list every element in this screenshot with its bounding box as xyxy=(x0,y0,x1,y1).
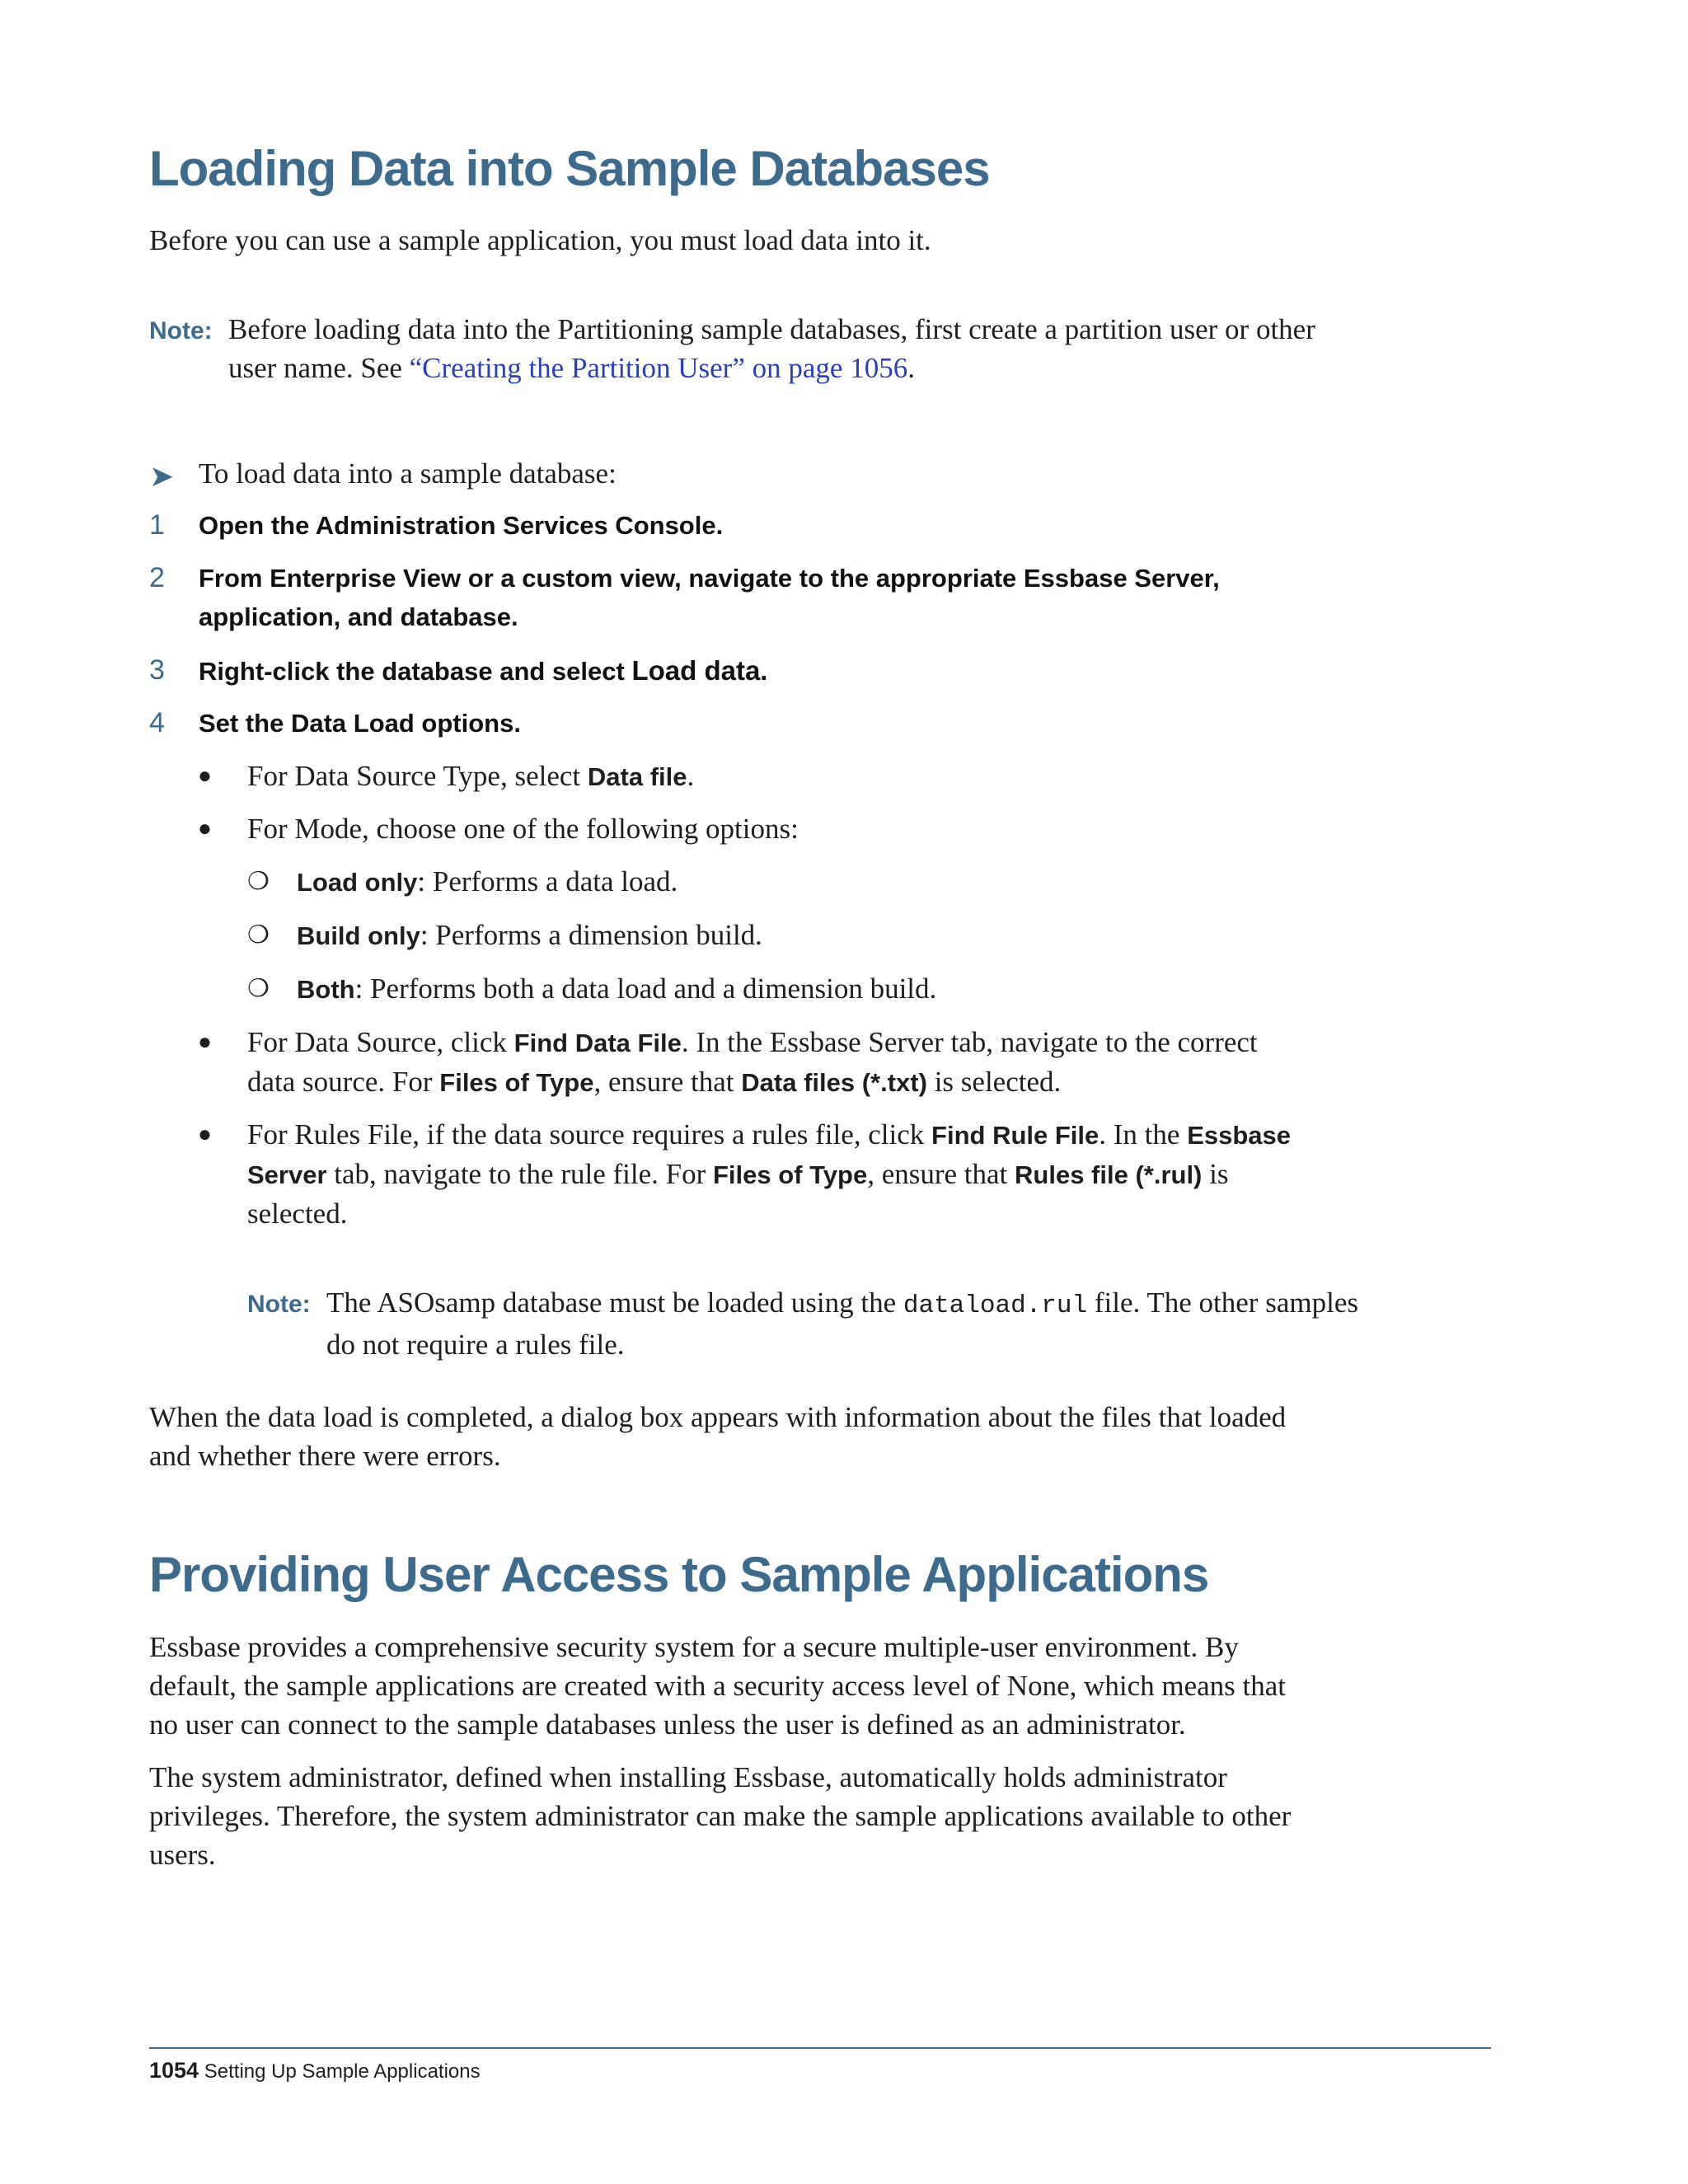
step-text-bold: Load data. xyxy=(631,655,768,686)
option-desc: : Performs a data load. xyxy=(417,865,678,898)
rules-file-code: dataload.rul xyxy=(903,1291,1088,1320)
step-text: Open the Administration Services Console. xyxy=(199,511,724,540)
step-text: From Enterprise View or a custom view, navigate to the appropriate Essbase Server, application, and database. xyxy=(199,564,1220,631)
hollow-circle-icon: ❍ xyxy=(247,868,270,895)
note-text-after: . xyxy=(907,352,915,384)
b: Files of Type xyxy=(439,1068,594,1097)
t: is selected. xyxy=(247,1158,1229,1230)
b: Files of Type xyxy=(713,1160,868,1189)
option-name: Build only xyxy=(297,921,420,950)
note-label: Note: xyxy=(247,1291,311,1318)
hollow-circle-icon: ❍ xyxy=(247,975,270,1002)
page-footer xyxy=(149,2058,481,2083)
step-number: 3 xyxy=(149,654,165,686)
bullet-text xyxy=(247,757,1294,796)
t: , ensure that xyxy=(593,1066,742,1098)
b: Find Rule File xyxy=(931,1121,1100,1150)
step-number: 4 xyxy=(149,707,165,738)
bullet-icon: ● xyxy=(198,1122,212,1147)
b: Rules file (*.rul) xyxy=(1015,1160,1203,1189)
admin-paragraph: The system administrator, defined when installing Essbase, automatically holds administrator privileges. Therefore, the system administrator can make the sample applications available to other users. xyxy=(149,1761,1292,1871)
note-text-before: Before loading data into the Partitioning sample databases, first create a partition user or other user name. See xyxy=(228,313,1315,384)
note-text-after: file. The other samples do not require a rules file. xyxy=(326,1286,1358,1361)
footer-rule xyxy=(149,2047,1491,2049)
step-number: 1 xyxy=(149,509,165,541)
t: . In the Essbase Server tab, navigate to the correct data source. For xyxy=(247,1026,1258,1098)
bullet-text-bold: Data file xyxy=(587,762,687,791)
bullet-text xyxy=(247,1023,1294,1102)
step-text-plain: Right-click the database and select xyxy=(199,657,632,686)
note-text xyxy=(326,1283,1365,1364)
option-name: Load only xyxy=(297,868,418,897)
section-heading-user-access: Providing User Access to Sample Applications xyxy=(149,1547,1209,1602)
bullet-text xyxy=(247,1115,1294,1233)
note-label: Note: xyxy=(149,317,213,344)
t: . In the xyxy=(1099,1118,1188,1151)
step-text: Set the Data Load options. xyxy=(199,709,521,738)
option-desc: : Performs a dimension build. xyxy=(420,919,762,951)
t: , ensure that xyxy=(867,1158,1015,1190)
step-number: 2 xyxy=(149,562,165,593)
bullet-icon: ● xyxy=(198,816,212,841)
sub-bullet-text xyxy=(297,969,1294,1009)
security-paragraph: Essbase provides a comprehensive security system for a secure multiple-user environment. By default, the sample applications are created with a security access level of None, which means that no user can connect to the sample databases unless the user is defined as an administrator. xyxy=(149,1631,1287,1741)
step-text xyxy=(199,651,1320,691)
arrow-right-icon: ➤ xyxy=(149,460,175,494)
intro-paragraph: Before you can use a sample application, you must load data into it. xyxy=(149,224,931,256)
t: tab, navigate to the rule file. For xyxy=(326,1158,713,1190)
t: For Rules File, if the data source requires a rules file, click xyxy=(247,1118,932,1151)
chapter-title: Setting Up Sample Applications xyxy=(204,2060,481,2083)
partition-user-link[interactable]: “Creating the Partition User” on page 1056 xyxy=(409,352,908,384)
bullet-text-after: . xyxy=(687,760,695,792)
page-number: 1054 xyxy=(149,2058,199,2083)
b: Essbase Server xyxy=(247,1121,1292,1189)
section-heading-loading-data: Loading Data into Sample Databases xyxy=(149,141,990,196)
procedure-intro-text: To load data into a sample database: xyxy=(199,457,617,490)
note-text xyxy=(228,310,1325,387)
bullet-text: For Mode, choose one of the following options: xyxy=(247,813,799,845)
option-name: Both xyxy=(297,975,355,1004)
bullet-text-plain: For Data Source Type, select xyxy=(247,760,588,792)
conclusion-paragraph: When the data load is completed, a dialog box appears with information about the files that loaded and whether there were errors. xyxy=(149,1401,1287,1472)
note-text-before: The ASOsamp database must be loaded using the xyxy=(326,1286,903,1319)
sub-bullet-text xyxy=(297,862,1294,902)
t: For Data Source, click xyxy=(247,1026,514,1058)
sub-bullet-text xyxy=(297,916,1294,955)
hollow-circle-icon: ❍ xyxy=(247,921,270,949)
b: Data files (*.txt) xyxy=(741,1068,927,1097)
option-desc: : Performs both a data load and a dimension build. xyxy=(354,972,937,1005)
bullet-icon: ● xyxy=(198,763,212,789)
b: Find Data File xyxy=(513,1029,682,1057)
t: is selected. xyxy=(926,1066,1062,1098)
bullet-icon: ● xyxy=(198,1029,212,1055)
